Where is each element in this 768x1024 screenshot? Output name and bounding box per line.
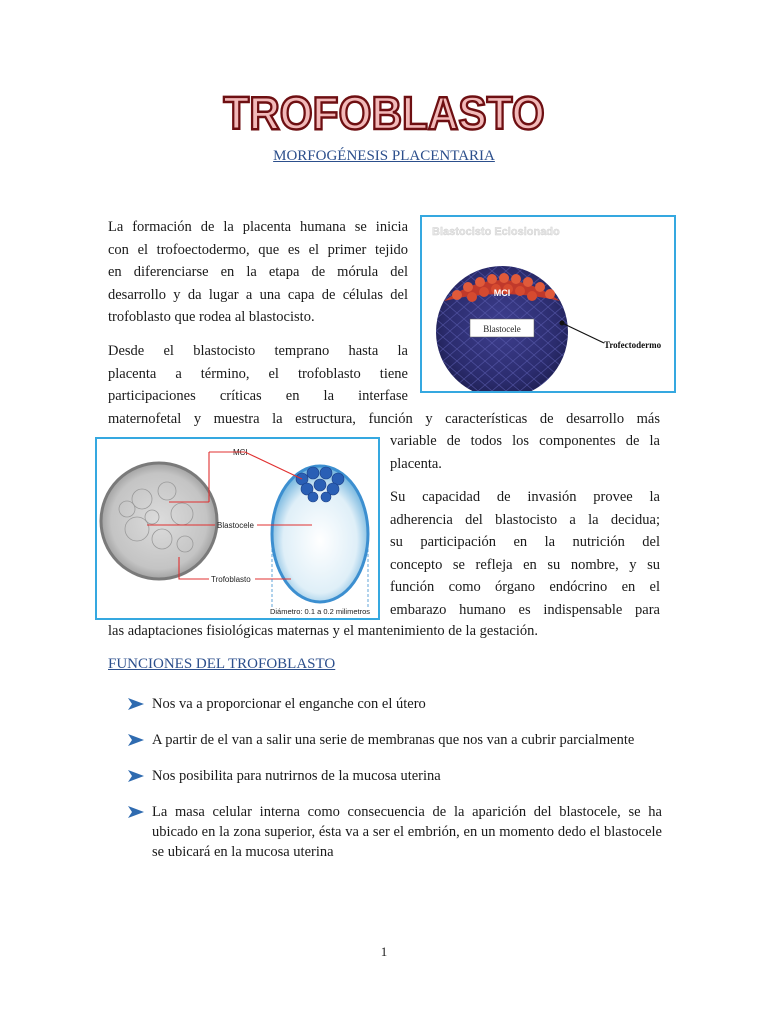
trofectodermo-label: Trofectodermo	[604, 340, 662, 350]
section-title: FUNCIONES DEL TROFOBLASTO	[108, 656, 336, 672]
text-line: placenta a término, el trofoblasto tiene	[108, 365, 408, 382]
text-line: en diferenciarse en la etapa de mórula del	[108, 264, 408, 280]
text-line: embarazo humano es indispensable para	[390, 601, 660, 618]
intro-paragraph	[108, 216, 408, 329]
list-item	[128, 730, 662, 750]
blastocyst-diagram	[97, 439, 378, 618]
text-line: desarrollo y da lugar a una capa de células del	[108, 286, 408, 303]
text-line: adherencia del blastocisto a la decidua;	[390, 511, 660, 528]
text-line: placenta.	[390, 455, 442, 472]
text-line: participaciones críticas en la interfase	[108, 388, 408, 404]
paragraph-2-tail	[390, 430, 660, 475]
blastocele-label: Blastocele	[217, 521, 254, 530]
text-line: función como órgano endócrino en el	[390, 579, 660, 595]
text-line: trofoblasto que rodea al blastocisto.	[108, 309, 315, 325]
text-line: su participación en la nutrición del	[390, 534, 660, 550]
paragraph-3	[390, 486, 660, 621]
text-line: La formación de la placenta humana se inicia	[108, 219, 408, 235]
arrow-bullet-icon	[128, 698, 144, 710]
text-line: maternofetal y muestra la estructura, función y características de desarrollo más	[108, 411, 660, 427]
arrow-bullet-icon	[128, 770, 144, 782]
subtitle: MORFOGÉNESIS PLACENTARIA	[273, 148, 495, 164]
text-line: Desde el blastocisto temprano hasta la	[108, 343, 408, 359]
paragraph-2	[108, 340, 408, 408]
blastocyst-figure	[420, 215, 676, 393]
arrow-bullet-icon	[128, 806, 144, 818]
blastocyst-illustration	[422, 217, 674, 391]
list-item-text: Nos va a proporcionar el enganche con el útero	[152, 696, 426, 712]
paragraph-2-full	[108, 408, 660, 431]
list-item	[128, 766, 662, 786]
micrograph-blastocyst	[101, 463, 217, 579]
functions-list	[128, 694, 662, 862]
text-line: Su capacidad de invasión provee la	[390, 489, 660, 505]
paragraph-3-full	[108, 620, 660, 643]
figure-heading: Blastocisto Eclosionado	[432, 226, 560, 238]
blastocele-label: Blastocele	[483, 324, 521, 334]
mci-label: MCI	[493, 288, 511, 298]
mci-label: MCI	[233, 448, 248, 457]
diameter-label: Diámetro: 0.1 a 0.2 milimetros	[269, 607, 371, 616]
text-line: variable de todos los componentes de la	[390, 433, 660, 449]
list-item-text: La masa celular interna como consecuencia de la aparición del blastocele, se ha ubicado en la zona superior, ésta va a ser el embrión, en un momento dedo el blastocele se ubicará en la mucosa uterina	[152, 804, 662, 860]
text-line: con el trofoectodermo, que es el primer tejido	[108, 241, 408, 258]
list-item-text: Nos posibilita para nutrirnos de la mucosa uterina	[152, 768, 441, 784]
blastocyst-diagram-figure	[95, 437, 380, 620]
list-item	[128, 802, 662, 862]
list-item-text: A partir de el van a salir una serie de membranas que nos van a cubrir parcialmente	[152, 732, 635, 748]
text-line: las adaptaciones fisiológicas maternas y el mantenimiento de la gestación.	[108, 623, 539, 639]
list-item	[128, 694, 662, 714]
page-title: TROFOBLASTO	[223, 87, 545, 139]
page-number: 1	[380, 944, 388, 959]
text-line: concepto se refleja en su nombre, y su	[390, 556, 660, 573]
trofoblasto-label: Trofoblasto	[211, 575, 251, 584]
arrow-bullet-icon	[128, 734, 144, 746]
